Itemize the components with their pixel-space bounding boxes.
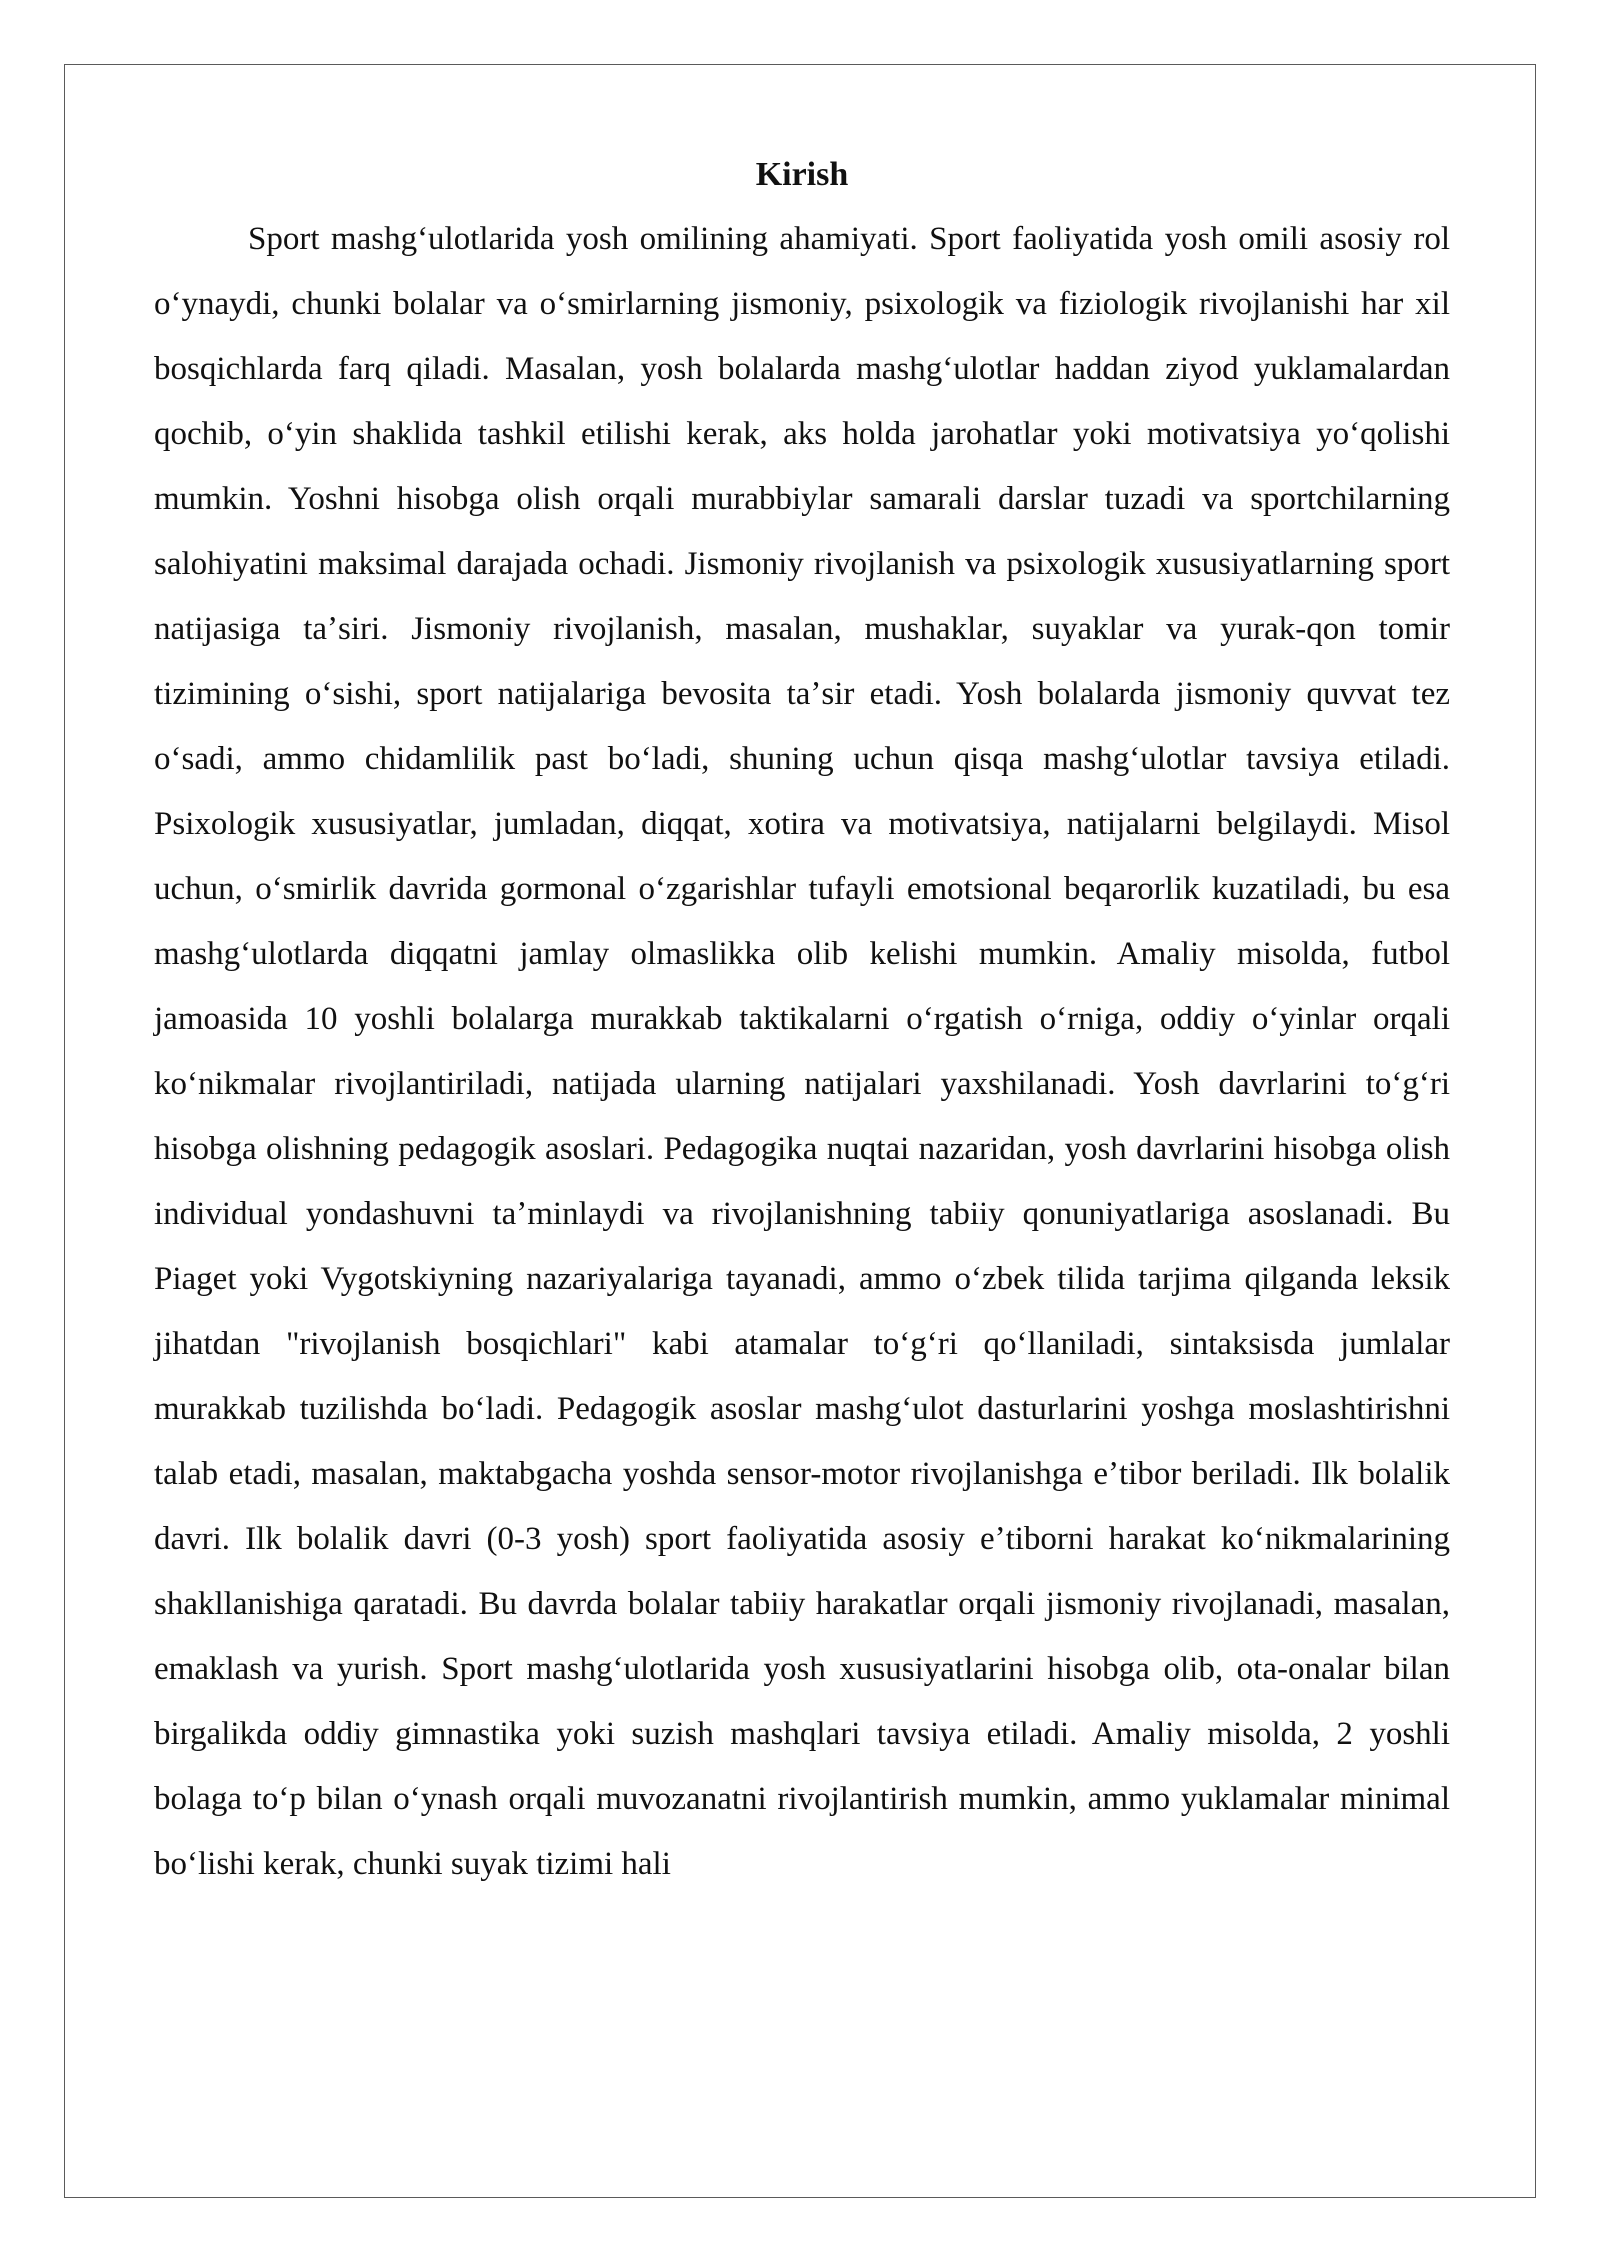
body-paragraph: Sport mashgʻulotlarida yosh omilining ahamiyati. Sport faoliyatida yosh omili asosiy rol oʻynaydi, chunki bolalar va oʻsmirlarning jismoniy, psixologik va fiziologik rivojlanishi har xil bosqichlarda farq qiladi. Masalan, yosh bolalarda mashgʻulotlar haddan ziyod yuklamalardan qochib, oʻyin shaklida tashkil etilishi kerak, aks holda jarohatlar yoki motivatsiya yoʻqolishi mumkin. Yoshni hisobga olish orqali murabbiylar samarali darslar tuzadi va sportchilarning salohiyatini maksimal darajada ochadi. Jismoniy rivojlanish va psixologik xususiyatlarning sport natijasiga taʼsiri. Jismoniy rivojlanish, masalan, mushaklar, suyaklar va yurak-qon tomir tizimining oʻsishi, sport natijalariga bevosita taʼsir etadi. Yosh bolalarda jismoniy quvvat tez oʻsadi, ammo chidamlilik past boʻladi, shuning uchun qisqa mashgʻulotlar tavsiya etiladi. Psixologik xususiyatlar, jumladan, diqqat, xotira va motivatsiya, natijalarni belgilaydi. Misol uchun, oʻsmirlik davrida gormonal oʻzgarishlar tufayli emotsional beqarorlik kuzatiladi, bu esa mashgʻulotlarda diqqatni jamlay olmaslikka olib kelishi mumkin. Amaliy misolda, futbol jamoasida 10 yoshli bolalarga murakkab taktikalarni oʻrgatish oʻrniga, oddiy oʻyinlar orqali koʻnikmalar rivojlantiriladi, natijada ularning natijalari yaxshilanadi. Yosh davrlarini toʻgʻri hisobga olishning pedagogik asoslari. Pedagogika nuqtai nazaridan, yosh davrlarini hisobga olish individual yondashuvni taʼminlaydi va rivojlanishning tabiiy qonuniyatlariga asoslanadi. Bu Piaget yoki Vygotskiyning nazariyalariga tayanadi, ammo oʻzbek tilida tarjima qilganda leksik jihatdan "rivojlanish bosqichlari" kabi atamalar toʻgʻri qoʻllaniladi, sintaksisda jumlalar murakkab tuzilishda boʻladi. Pedagogik asoslar mashgʻulot dasturlarini yoshga moslashtirishni talab etadi, masalan, maktabgacha yoshda sensor-motor rivojlanishga eʼtibor beriladi. Ilk bolalik davri. Ilk bolalik davri (0-3 yosh) sport faoliyatida asosiy eʼtiborni harakat koʻnikmalarining shakllanishiga qaratadi. Bu davrda bolalar tabiiy harakatlar orqali jismoniy rivojlanadi, masalan, emaklash va yurish. Sport mashgʻulotlarida yosh xususiyatlarini hisobga olib, ota-onalar bilan birgalikda oddiy gimnastika yoki suzish mashqlari tavsiya etiladi. Amaliy misolda, 2 yoshli bolaga toʻp bilan oʻynash orqali muvozanatni rivojlantirish mumkin, ammo yuklamalar minimal boʻlishi kerak, chunki suyak tizimi hali [154, 221, 1450, 1882]
document-body [154, 142, 1450, 1897]
document-title: Kirish [755, 156, 849, 193]
